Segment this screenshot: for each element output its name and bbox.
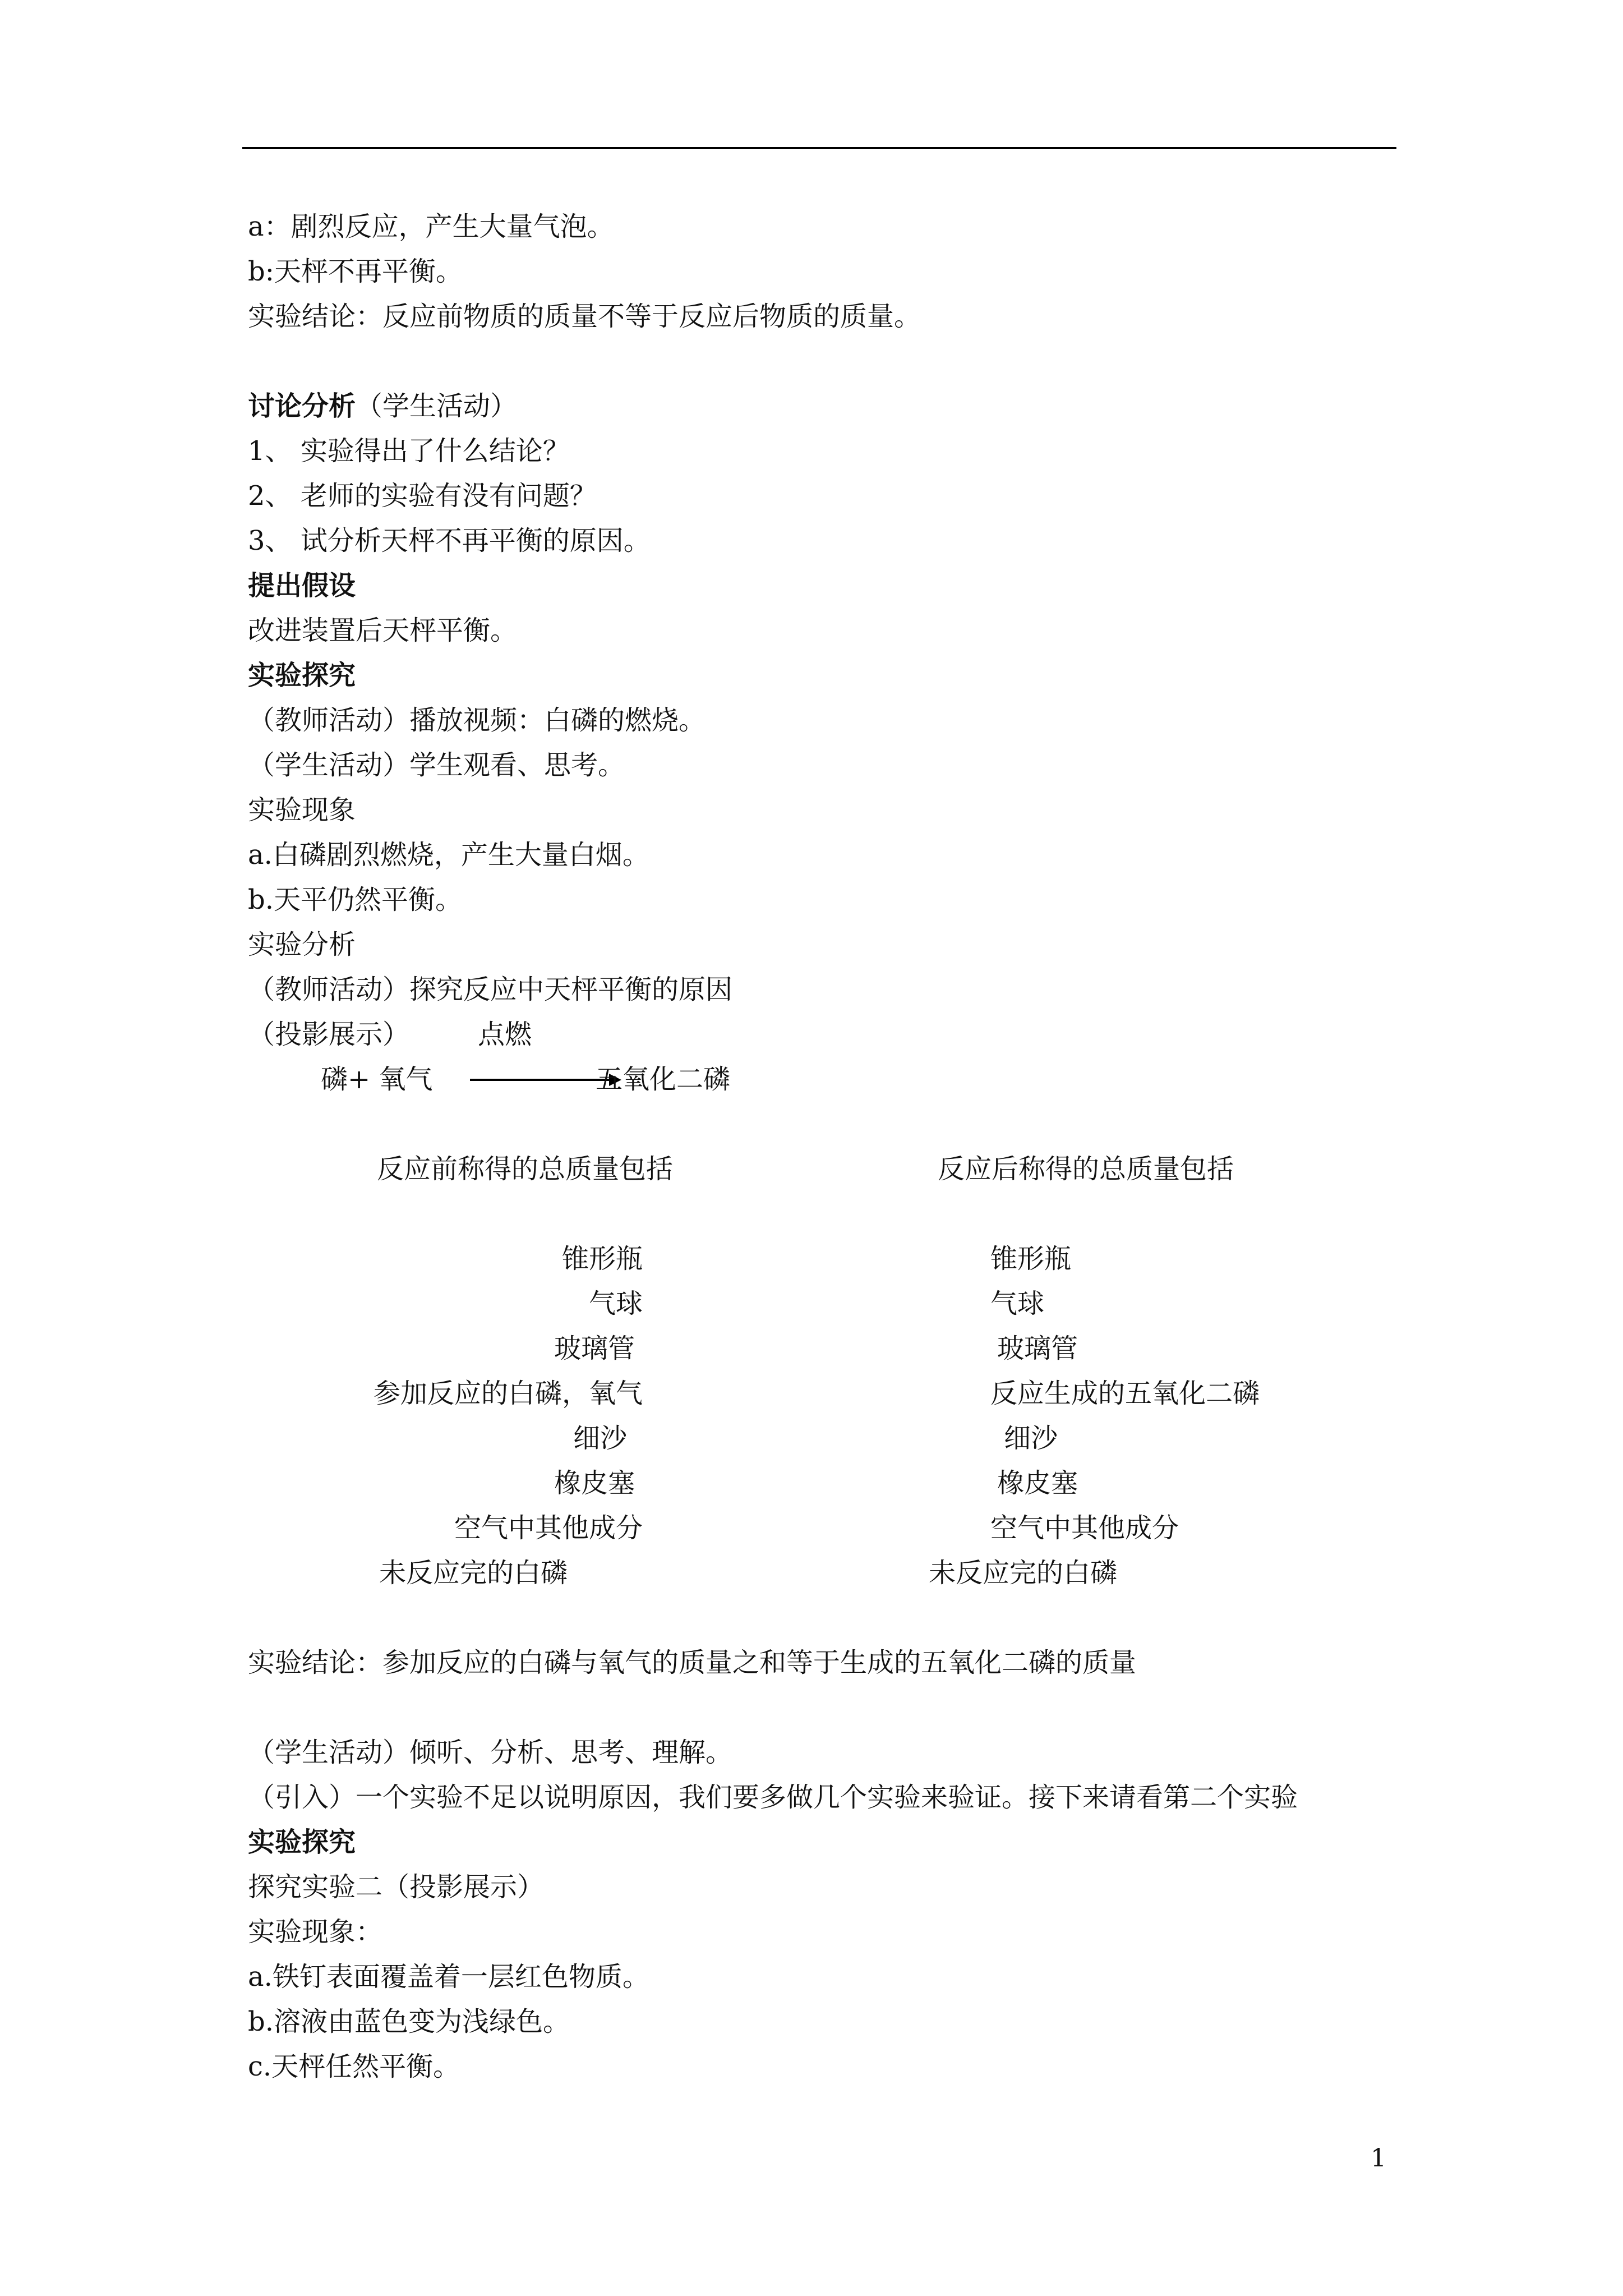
after-item: 橡皮塞 [997, 1467, 1078, 1499]
after-mass-header: 反应后称得的总质量包括 [938, 1153, 1234, 1185]
discussion-heading-line [248, 389, 517, 423]
intro-text: （引入）一个实验不足以说明原因，我们要多做几个实验来验证。接下来请看第二个实验 [248, 1782, 1298, 1813]
before-mass-header: 反应前称得的总质量包括 [377, 1153, 674, 1185]
explore-line: 实验现象 [248, 794, 356, 826]
after-item: 气球 [990, 1288, 1045, 1319]
before-item: 细沙 [573, 1423, 627, 1454]
discussion-heading-suffix: （学生活动） [356, 390, 518, 422]
explore2-line: c.天枰任然平衡。 [248, 2051, 460, 2082]
observation-a: a：剧烈反应，产生大量气泡。 [248, 211, 614, 242]
before-item: 空气中其他成分 [454, 1512, 643, 1544]
before-item: 锥形瓶 [561, 1243, 643, 1274]
explore-heading: 实验探究 [248, 660, 356, 691]
explore-line: （教师活动）播放视频：白磷的燃烧。 [248, 705, 706, 736]
explore-line: b.天平仍然平衡。 [248, 884, 462, 915]
after-item: 未反应完的白磷 [929, 1557, 1118, 1589]
before-item: 未反应完的白磷 [379, 1557, 568, 1589]
header-rule [242, 147, 1396, 149]
after-item: 玻璃管 [997, 1333, 1078, 1364]
before-item: 橡皮塞 [554, 1467, 635, 1499]
after-item: 细沙 [1004, 1423, 1058, 1454]
before-item: 玻璃管 [554, 1333, 635, 1364]
explore2-line: 探究实验二（投影展示） [248, 1871, 545, 1903]
discussion-item: 3、 试分析天枰不再平衡的原因。 [248, 525, 651, 556]
explore-line: a.白磷剧烈燃烧，产生大量白烟。 [248, 839, 649, 871]
after-item: 反应生成的五氧化二磷 [990, 1378, 1260, 1409]
projection-label: （投影展示） [248, 1019, 410, 1050]
after-item: 空气中其他成分 [990, 1512, 1179, 1544]
explore2-heading: 实验探究 [248, 1826, 356, 1858]
after-item: 锥形瓶 [990, 1243, 1072, 1274]
explore-line: （教师活动）探究反应中天枰平衡的原因 [248, 974, 733, 1005]
explore-line: 实验分析 [248, 929, 356, 960]
reaction-reactants: 磷+ 氧气 [321, 1064, 433, 1095]
explore2-line: 实验现象： [248, 1916, 383, 1948]
hypothesis-text: 改进装置后天枰平衡。 [248, 615, 518, 646]
discussion-item: 2、 老师的实验有没有问题？ [248, 480, 597, 512]
observation-b: b:天枰不再平衡。 [248, 256, 463, 287]
before-item: 气球 [588, 1288, 643, 1319]
reaction-condition: 点燃 [478, 1019, 532, 1050]
explore2-line: b.溶液由蓝色变为浅绿色。 [248, 2006, 570, 2037]
explore2-line: a.铁钉表面覆盖着一层红色物质。 [248, 1961, 649, 1993]
experiment-conclusion-1: 实验结论：参加反应的白磷与氧气的质量之和等于生成的五氧化二磷的质量 [248, 1647, 1137, 1678]
discussion-item: 1、 实验得出了什么结论？ [248, 435, 570, 467]
experiment-conclusion-0: 实验结论：反应前物质的质量不等于反应后物质的质量。 [248, 301, 921, 332]
student-activity: （学生活动）倾听、分析、思考、理解。 [248, 1737, 733, 1768]
discussion-heading: 讨论分析 [248, 390, 356, 422]
page-number: 1 [1371, 2144, 1386, 2173]
reaction-product: 五氧化二磷 [596, 1064, 731, 1095]
hypothesis-heading: 提出假设 [248, 570, 356, 601]
explore-line: （学生活动）学生观看、思考。 [248, 749, 625, 781]
before-item: 参加反应的白磷，氧气 [373, 1378, 643, 1409]
